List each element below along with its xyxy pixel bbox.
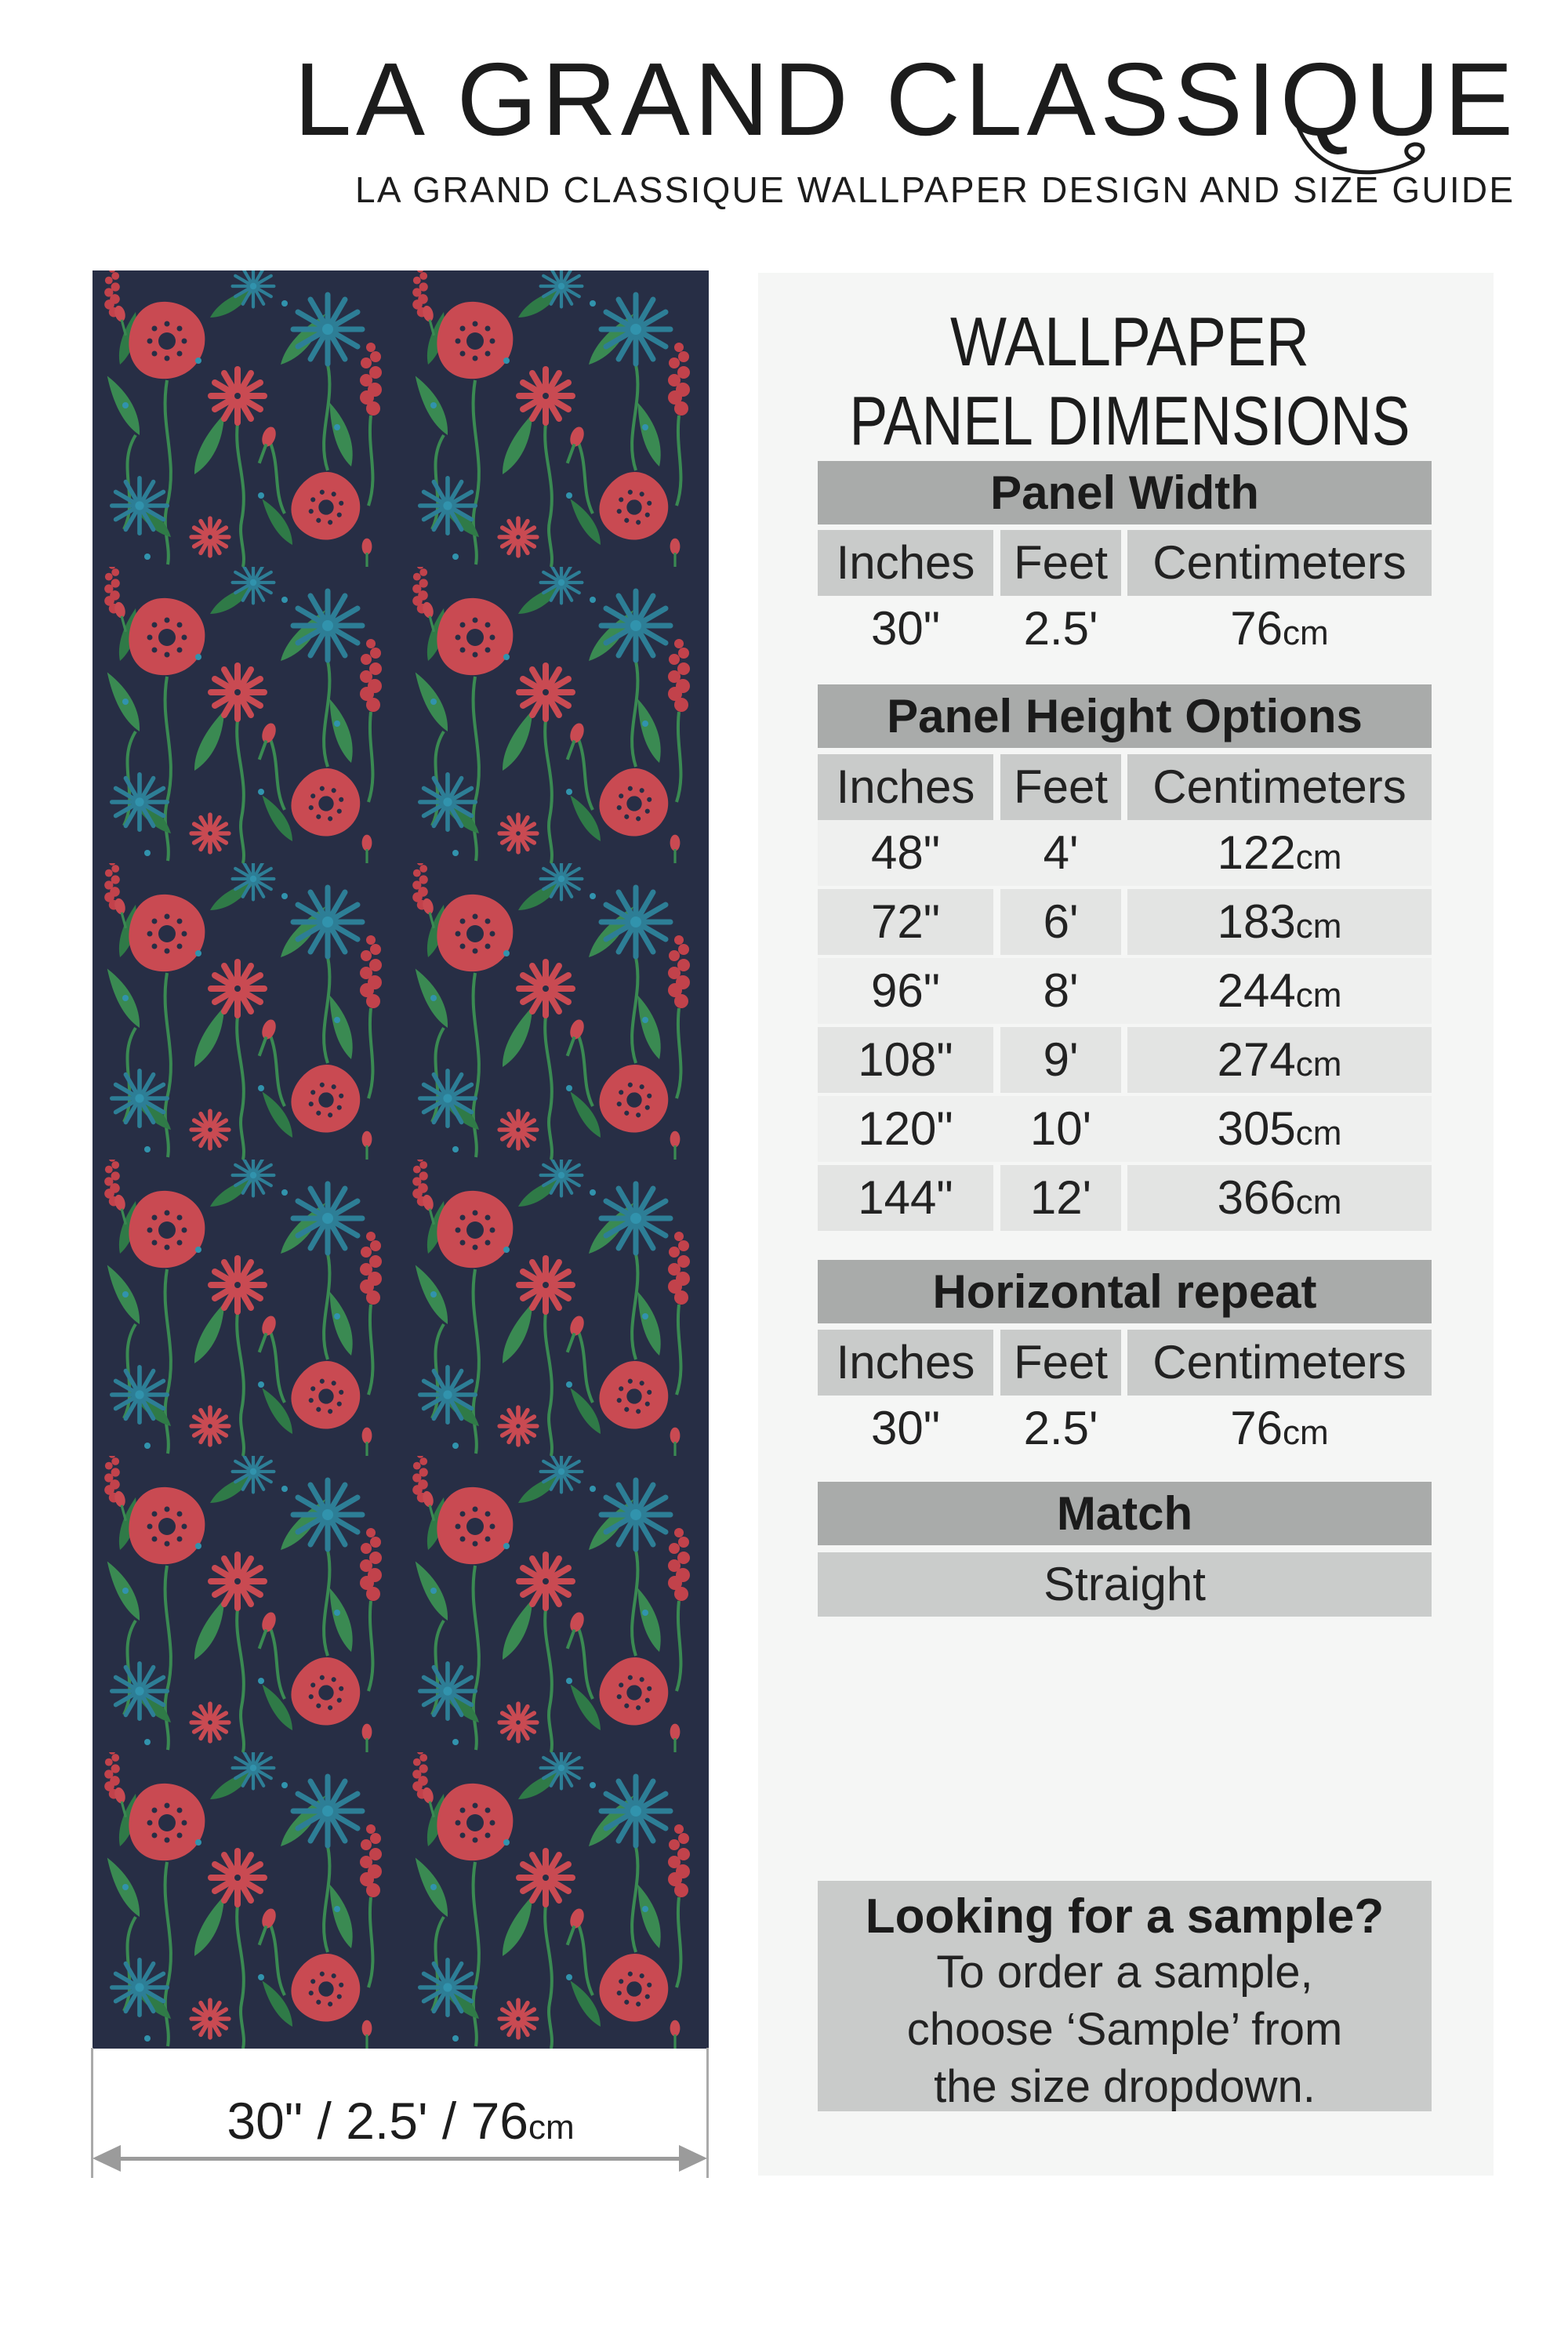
column-header-centimeters: Centimeters <box>1127 1330 1432 1396</box>
match-section-header: Match <box>818 1482 1432 1545</box>
cell-inches: 30" <box>870 1402 941 1454</box>
cell-feet: 9' <box>1000 1027 1121 1093</box>
cell-inches: 120" <box>858 1102 953 1155</box>
panel-width-column-headers <box>818 530 1432 596</box>
table-row <box>818 958 1432 1024</box>
cell-inches: 72" <box>818 889 993 955</box>
cell-feet: 2.5' <box>1023 602 1098 655</box>
cell-feet: 12' <box>1000 1165 1121 1231</box>
cell-centimeters: 366cm <box>1127 1165 1432 1231</box>
sample-note-title: Looking for a sample? <box>865 1889 1385 1944</box>
table-row <box>818 1027 1432 1093</box>
cell-centimeters: 76cm <box>1230 1402 1329 1454</box>
cell-centimeters: 76cm <box>1230 602 1329 655</box>
column-header-centimeters: Centimeters <box>1127 754 1432 820</box>
cell-centimeters: 274cm <box>1127 1027 1432 1093</box>
panel-heading-line1: WALLPAPER <box>950 303 1309 380</box>
column-header-inches: Inches <box>818 530 993 596</box>
panel-height-section-header: Panel Height Options <box>818 684 1432 748</box>
sample-note-line: choose ‘Sample’ from <box>906 2004 1343 2055</box>
horizontal-repeat-row <box>818 1396 1432 1461</box>
sample-note-body <box>818 1944 1432 2115</box>
panel-height-column-headers <box>818 754 1432 820</box>
column-header-inches: Inches <box>818 1330 993 1396</box>
column-header-inches: Inches <box>818 754 993 820</box>
cell-centimeters: 244cm <box>1217 964 1342 1017</box>
table-row <box>818 1165 1432 1231</box>
page-title: LA GRAND CLASSIQUE <box>294 42 1513 157</box>
table-row <box>818 1096 1432 1162</box>
wallpaper-swatch <box>93 270 709 2049</box>
dimensions-table <box>818 273 1432 2176</box>
cell-inches: 30" <box>870 602 941 655</box>
horizontal-repeat-column-headers <box>818 1330 1432 1396</box>
cell-inches: 144" <box>818 1165 993 1231</box>
swatch-width-label: 30" / 2.5' / 76cm <box>227 2092 575 2150</box>
sample-note-box <box>818 1881 1432 2111</box>
cell-centimeters: 122cm <box>1217 826 1342 879</box>
cell-feet: 2.5' <box>1023 1402 1098 1454</box>
cell-inches: 108" <box>818 1027 993 1093</box>
sample-note-line: To order a sample, <box>936 1947 1313 1998</box>
cell-feet: 4' <box>1043 826 1079 879</box>
column-header-feet: Feet <box>1000 754 1121 820</box>
swatch-width-annotation <box>78 2038 721 2195</box>
column-header-feet: Feet <box>1000 1330 1121 1396</box>
wallpaper-pattern-image <box>93 270 709 2049</box>
panel-width-section-header: Panel Width <box>818 461 1432 524</box>
table-row <box>818 889 1432 955</box>
page-subtitle: LA GRAND CLASSIQUE WALLPAPER DESIGN AND SIZE GUIDE <box>355 169 1513 210</box>
match-value: Straight <box>818 1552 1432 1617</box>
cell-centimeters: 305cm <box>1217 1102 1342 1155</box>
cell-feet: 10' <box>1029 1102 1092 1155</box>
cell-feet: 8' <box>1043 964 1079 1017</box>
horizontal-repeat-section-header: Horizontal repeat <box>818 1260 1432 1323</box>
cell-centimeters: 183cm <box>1127 889 1432 955</box>
dimensions-panel <box>758 273 1494 2176</box>
column-header-centimeters: Centimeters <box>1127 530 1432 596</box>
panel-heading-line2: PANEL DIMENSIONS <box>849 382 1410 459</box>
page-header <box>0 0 1568 235</box>
table-row <box>818 820 1432 886</box>
panel-width-row <box>818 596 1432 662</box>
column-header-feet: Feet <box>1000 530 1121 596</box>
cell-inches: 96" <box>870 964 941 1017</box>
sample-note-line: the size dropdown. <box>934 2061 1316 2112</box>
cell-inches: 48" <box>870 826 941 879</box>
cell-feet: 6' <box>1000 889 1121 955</box>
